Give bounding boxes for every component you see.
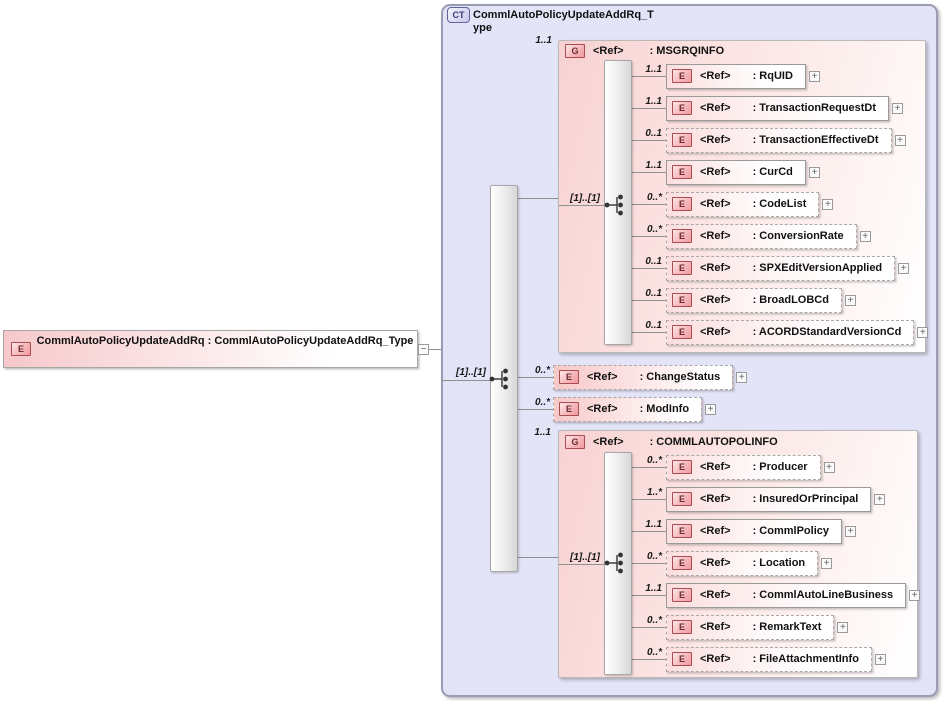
element-name: : ACORDStandardVersionCd [752,326,902,338]
element-box[interactable] [666,455,821,480]
element-row-transactioneffectivedt [666,127,906,153]
group-badge-icon: G [565,435,585,449]
element-box[interactable] [553,365,733,390]
cardinality-label: 1..1 [645,160,662,171]
cardinality-label: 0..* [534,397,550,408]
element-row-broadlobcd [666,287,856,313]
element-box[interactable] [666,64,806,89]
cardinality-label: 0..1 [645,288,662,299]
ref-label: <Ref> [700,326,731,338]
cardinality-label: 1..1 [645,583,662,594]
expand-icon[interactable]: + [837,622,848,633]
element-row-transactionrequestdt [666,95,903,121]
root-element-box[interactable] [3,330,418,368]
connector-line [632,140,666,141]
connector-line [632,627,666,628]
connector-line [518,377,553,378]
ref-label: <Ref> [700,102,731,114]
ref-label: <Ref> [700,294,731,306]
element-box[interactable] [666,647,872,672]
cardinality-label: 0..* [646,455,662,466]
element-box[interactable] [666,615,834,640]
element-row-remarktext [666,614,848,640]
cardinality-label: 1..* [646,487,662,498]
connector-line [632,268,666,269]
element-row-producer [666,454,835,480]
connector-line [632,236,666,237]
group-header-commlautopolinfo [565,433,778,451]
sequence-cardinality: [1]..[1] [570,193,600,204]
ref-label: <Ref> [700,230,731,242]
cardinality-label: 0..* [646,551,662,562]
expand-icon[interactable]: + [821,558,832,569]
element-name: : RqUID [752,70,793,82]
cardinality-label: 0..* [646,224,662,235]
cardinality-label: 1..1 [535,35,552,46]
element-row-spxeditversionapplied [666,255,909,281]
element-row-conversionrate [666,223,871,249]
expand-icon[interactable]: + [917,327,928,338]
connector-line [632,172,666,173]
ref-label: <Ref> [593,45,624,57]
element-name: : TransactionRequestDt [752,102,877,114]
element-name: : FileAttachmentInfo [752,653,859,665]
element-box[interactable] [666,160,806,185]
element-row-changestatus [553,364,747,390]
ref-label: <Ref> [700,198,731,210]
element-row-location [666,550,832,576]
cardinality-label: 0..* [646,647,662,658]
connector-line [632,659,666,660]
cardinality-label: 1..1 [645,96,662,107]
element-name: : RemarkText [752,621,822,633]
element-row-acordstandardversioncd [666,319,928,345]
group-badge-icon: G [565,44,585,58]
element-badge-icon: E [672,197,692,211]
element-badge-icon: E [672,325,692,339]
root-element-label: CommlAutoPolicyUpdateAddRq : CommlAutoPolicyUpdateAddRq_Type [36,335,414,347]
element-name: : CodeList [752,198,807,210]
expand-icon[interactable]: + [898,263,909,274]
sequence-cardinality: [1]..[1] [570,552,600,563]
cardinality-label: 0..1 [645,320,662,331]
element-name: : ModInfo [639,403,690,415]
expand-icon[interactable]: + [736,372,747,383]
ref-label: <Ref> [700,653,731,665]
cardinality-label: 1..1 [645,519,662,530]
ref-label: <Ref> [700,493,731,505]
element-name: : ChangeStatus [639,371,721,383]
element-row-curcd [666,159,820,185]
expand-icon[interactable]: + [892,103,903,114]
element-box[interactable] [553,397,702,422]
connector-line [559,205,610,206]
element-badge-icon: E [672,524,692,538]
complex-type-badge-icon: CT [447,7,470,23]
element-name: : SPXEditVersionApplied [752,262,883,274]
expand-icon[interactable]: + [895,135,906,146]
element-box[interactable] [666,320,914,345]
cardinality-label: 1..1 [534,427,551,438]
group-header-msgrqinfo [565,42,724,60]
element-badge-icon: E [672,620,692,634]
collapse-icon[interactable]: − [418,344,429,355]
element-row-fileattachmentinfo [666,646,886,672]
element-badge-icon: E [672,101,692,115]
group-name: : MSGRQINFO [649,45,725,57]
element-box[interactable] [666,256,895,281]
ref-label: <Ref> [700,70,731,82]
element-box[interactable] [666,288,842,313]
cardinality-label: 0..1 [645,256,662,267]
element-badge-icon: E [559,370,579,384]
ref-label: <Ref> [700,166,731,178]
expand-icon[interactable]: + [860,231,871,242]
connector-line [441,380,491,381]
ref-label: <Ref> [700,557,731,569]
element-badge-icon: E [11,342,31,356]
group-name: : COMMLAUTOPOLINFO [649,436,778,448]
element-badge-icon: E [672,492,692,506]
connector-line [632,595,666,596]
ref-label: <Ref> [700,461,731,473]
element-badge-icon: E [672,293,692,307]
element-badge-icon: E [672,165,692,179]
expand-icon[interactable]: + [822,199,833,210]
element-row-commlpolicy [666,518,856,544]
element-box[interactable] [666,487,871,512]
element-name: : Location [752,557,806,569]
element-name: : CommlPolicy [752,525,829,537]
element-name: : BroadLOBCd [752,294,829,306]
connector-line [632,108,666,109]
element-box[interactable] [666,551,818,576]
element-box[interactable] [666,192,819,217]
expand-icon[interactable]: + [705,404,716,415]
element-badge-icon: E [559,402,579,416]
ref-label: <Ref> [700,262,731,274]
ref-label: <Ref> [700,589,731,601]
element-name: : InsuredOrPrincipal [752,493,859,505]
connector-line [632,300,666,301]
element-name: : Producer [752,461,808,473]
expand-icon[interactable]: + [909,590,920,601]
element-name: : TransactionEffectiveDt [752,134,879,146]
element-row-codelist [666,191,833,217]
element-name: : CommlAutoLineBusiness [752,589,894,601]
cardinality-label: 0..* [534,365,550,376]
ref-label: <Ref> [593,436,624,448]
connector-line [429,349,441,350]
ref-label: <Ref> [700,525,731,537]
ref-label: <Ref> [700,621,731,633]
connector-line [559,564,610,565]
expand-icon[interactable]: + [845,295,856,306]
ref-label: <Ref> [587,403,618,415]
element-badge-icon: E [672,460,692,474]
connector-line [518,409,553,410]
connector-line [632,499,666,500]
element-box[interactable] [666,519,842,544]
element-badge-icon: E [672,652,692,666]
element-row-insuredorprincipal [666,486,885,512]
connector-line [632,531,666,532]
cardinality-label: 0..1 [645,128,662,139]
connector-line [632,332,666,333]
complex-type-title: CommlAutoPolicyUpdateAddRq_Type [473,9,654,34]
connector-line [632,467,666,468]
expand-icon[interactable]: + [874,494,885,505]
connector-line [632,76,666,77]
element-name: : ConversionRate [752,230,844,242]
sequence-cardinality: [1]..[1] [456,367,486,378]
connector-line [632,204,666,205]
element-row-commlautolinebusiness [666,582,920,608]
element-row-rquid [666,63,820,89]
expand-icon[interactable]: + [809,167,820,178]
ref-label: <Ref> [700,134,731,146]
cardinality-label: 0..* [646,192,662,203]
element-box[interactable] [666,128,892,153]
element-badge-icon: E [672,229,692,243]
expand-icon[interactable]: + [845,526,856,537]
element-badge-icon: E [672,588,692,602]
element-box[interactable] [666,96,889,121]
element-badge-icon: E [672,69,692,83]
element-name: : CurCd [752,166,793,178]
expand-icon[interactable]: + [824,462,835,473]
element-row-modinfo [553,396,716,422]
element-box[interactable] [666,583,906,608]
element-badge-icon: E [672,133,692,147]
connector-line [632,563,666,564]
element-badge-icon: E [672,556,692,570]
cardinality-label: 1..1 [645,64,662,75]
element-box[interactable] [666,224,857,249]
element-badge-icon: E [672,261,692,275]
ref-label: <Ref> [587,371,618,383]
expand-icon[interactable]: + [809,71,820,82]
cardinality-label: 0..* [646,615,662,626]
expand-icon[interactable]: + [875,654,886,665]
